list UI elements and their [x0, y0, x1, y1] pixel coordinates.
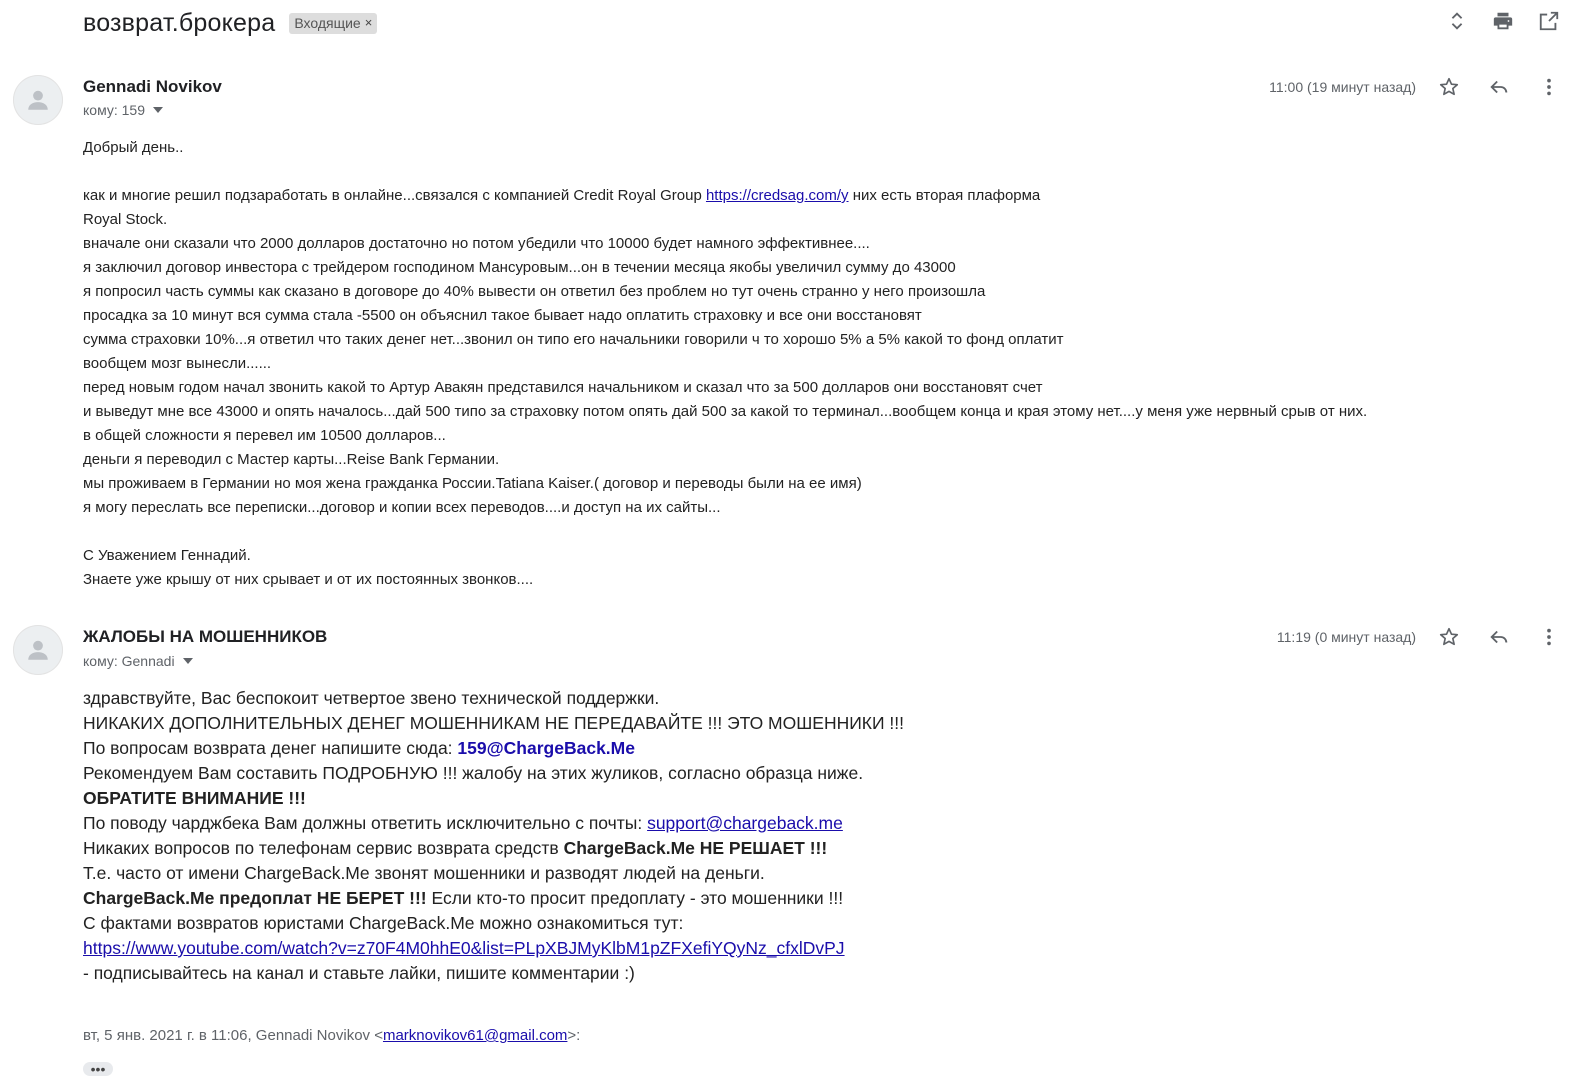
body-line: вначале они сказали что 2000 долларов достаточно но потом убедили что 10000 будет намного эффективнее....: [83, 235, 870, 252]
open-in-new-window-icon[interactable]: [1538, 8, 1560, 34]
recipient-text: кому: Gennadi: [83, 653, 175, 669]
message-time: 11:19 (0 минут назад): [1276, 629, 1416, 645]
body-line: деньги я переводил с Мастер карты...Reise Bank Германии.: [83, 451, 500, 468]
reply-icon[interactable]: [1488, 74, 1510, 100]
body-line: как и многие решил подзаработать в онлайне...связался с компанией Credit Royal Group https://credsag.com/у них есть вторая плаформа: [83, 187, 1041, 204]
more-options-icon[interactable]: [1538, 74, 1560, 100]
body-line: здравствуйте, Вас беспокоит четвертое звено технической поддержки.: [83, 688, 660, 708]
recipient-line[interactable]: [83, 102, 163, 118]
body-line: перед новым годом начал звонить какой то Артур Авакян представился начальником и сказал что за 500 долларов они восстановят счет: [83, 379, 1043, 396]
body-line: и выведут мне все 43000 и опять началось...дай 500 типо за страховку потом опять дай 500 за какой то терминал...вообщем конца и края этому нет....у меня уже нервный срыв от них.: [83, 403, 1368, 420]
body-line: вообщем мозг вынесли......: [83, 355, 272, 372]
avatar[interactable]: [13, 75, 63, 125]
body-line: Royal Stock.: [83, 211, 168, 228]
body-line: [83, 936, 1543, 961]
message-body: [83, 686, 1543, 986]
star-icon[interactable]: [1438, 624, 1460, 650]
recipient-line[interactable]: [83, 653, 193, 669]
body-line: НИКАКИХ ДОПОЛНИТЕЛЬНЫХ ДЕНЕГ МОШЕННИКАМ НЕ ПЕРЕДАВАЙТЕ !!! ЭТО МОШЕННИКИ !!!: [83, 713, 905, 733]
star-icon[interactable]: [1438, 74, 1460, 100]
body-line: я заключил договор инвестора с трейдером господином Мансуровым...он в течении месяца якобы увеличил сумму до 43000: [83, 259, 956, 276]
quoted-header: вт, 5 янв. 2021 г. в 11:06, Gennadi Novikov <marknovikov61@gmail.com>:: [83, 1027, 581, 1044]
email-subject: возврат.брокера: [83, 8, 276, 37]
reply-icon[interactable]: [1488, 624, 1510, 650]
body-line: я попросил часть суммы как сказано в договоре до 40% вывести он ответил без проблем но тут очень странно у него произошла: [83, 283, 986, 300]
attention-heading: ОБРАТИТЕ ВНИМАНИЕ !!!: [83, 788, 306, 808]
message-body: [83, 136, 1543, 592]
body-line: ChargeBack.Me предоплат НЕ БЕРЕТ !!! Если кто-то просит предоплату - это мошенники !!!: [83, 888, 844, 908]
body-line: сумма страховки 10%...я ответил что таких денег нет...звонил он типо его начальники говорили ч то хорошо 5% а 5% какой то фонд оплатит: [83, 331, 1064, 348]
message-meta: [1269, 74, 1560, 100]
subject-row: [83, 6, 377, 40]
label-text: Входящие: [294, 14, 361, 31]
body-line: Т.е. часто от имени ChargeBack.Me звонят мошенники и разводят людей на деньги.: [83, 863, 765, 883]
remove-label-icon[interactable]: ×: [364, 15, 373, 30]
body-line: я могу переслать все переписки...договор и копии всех переводов....и доступ на их сайты...: [83, 499, 721, 516]
body-line: Никаких вопросов по телефонам сервис возврата средств ChargeBack.Me НЕ РЕШАЕТ !!!: [83, 838, 828, 858]
greeting: Добрый день..: [83, 139, 184, 156]
quoted-sender-email[interactable]: marknovikov61@gmail.com: [382, 1027, 568, 1044]
body-line: Рекомендуем Вам составить ПОДРОБНУЮ !!! жалобу на этих жуликов, согласно образца ниже.: [83, 763, 864, 783]
recipient-details-caret-icon[interactable]: [183, 658, 193, 664]
body-line: - подписывайтесь на канал и ставьте лайки, пишите комментарии :): [83, 963, 635, 983]
thread-actions: [1446, 8, 1560, 34]
sender-name[interactable]: ЖАЛОБЫ НА МОШЕННИКОВ: [83, 627, 328, 646]
chargeback-email[interactable]: 159@ChargeBack.Me: [457, 738, 635, 758]
body-line: С фактами возвратов юристами ChargeBack.Me можно ознакомиться тут:: [83, 913, 684, 933]
support-email-link[interactable]: support@chargeback.me: [647, 813, 843, 833]
postscript: Знаете уже крышу от них срывает и от их постоянных звонков....: [83, 571, 534, 588]
body-line: мы проживаем в Германии но моя жена гражданка России.Tatiana Kaiser.( договор и переводы были на ее имя): [83, 475, 862, 492]
message-time: 11:00 (19 минут назад): [1269, 79, 1416, 95]
body-line: По поводу чарджбека Вам должны ответить исключительно с почты: support@chargeback.me: [83, 813, 843, 833]
recipient-text: кому: 159: [83, 102, 145, 118]
recipient-details-caret-icon[interactable]: [153, 107, 163, 113]
youtube-link[interactable]: https://www.youtube.com/watch?v=z70F4M0hhE0&list=PLpXBJMyKlbM1pZFXefiYQyNz_cfxlDvPJ: [83, 938, 845, 958]
avatar[interactable]: [13, 625, 63, 675]
more-options-icon[interactable]: [1538, 624, 1560, 650]
inbox-label-chip[interactable]: [289, 13, 377, 34]
person-icon: [25, 87, 51, 113]
person-icon: [25, 637, 51, 663]
show-trimmed-content-button[interactable]: •••: [83, 1062, 113, 1076]
body-line: По вопросам возврата денег напишите сюда: 159@ChargeBack.Me: [83, 738, 635, 758]
signoff: С Уважением Геннадий.: [83, 547, 251, 564]
print-icon[interactable]: [1492, 8, 1514, 34]
expand-collapse-icon[interactable]: [1446, 8, 1468, 34]
sender-name[interactable]: Gennadi Novikov: [83, 77, 222, 96]
body-line: просадка за 10 минут вся сумма стала -5500 он объяснил такое бывает надо оплатить страховку и все они восстановят: [83, 307, 922, 324]
body-line: в общей сложности я перевел им 10500 долларов...: [83, 427, 446, 444]
credsag-link[interactable]: https://credsag.com/у: [705, 187, 849, 204]
message-meta: [1277, 624, 1560, 650]
